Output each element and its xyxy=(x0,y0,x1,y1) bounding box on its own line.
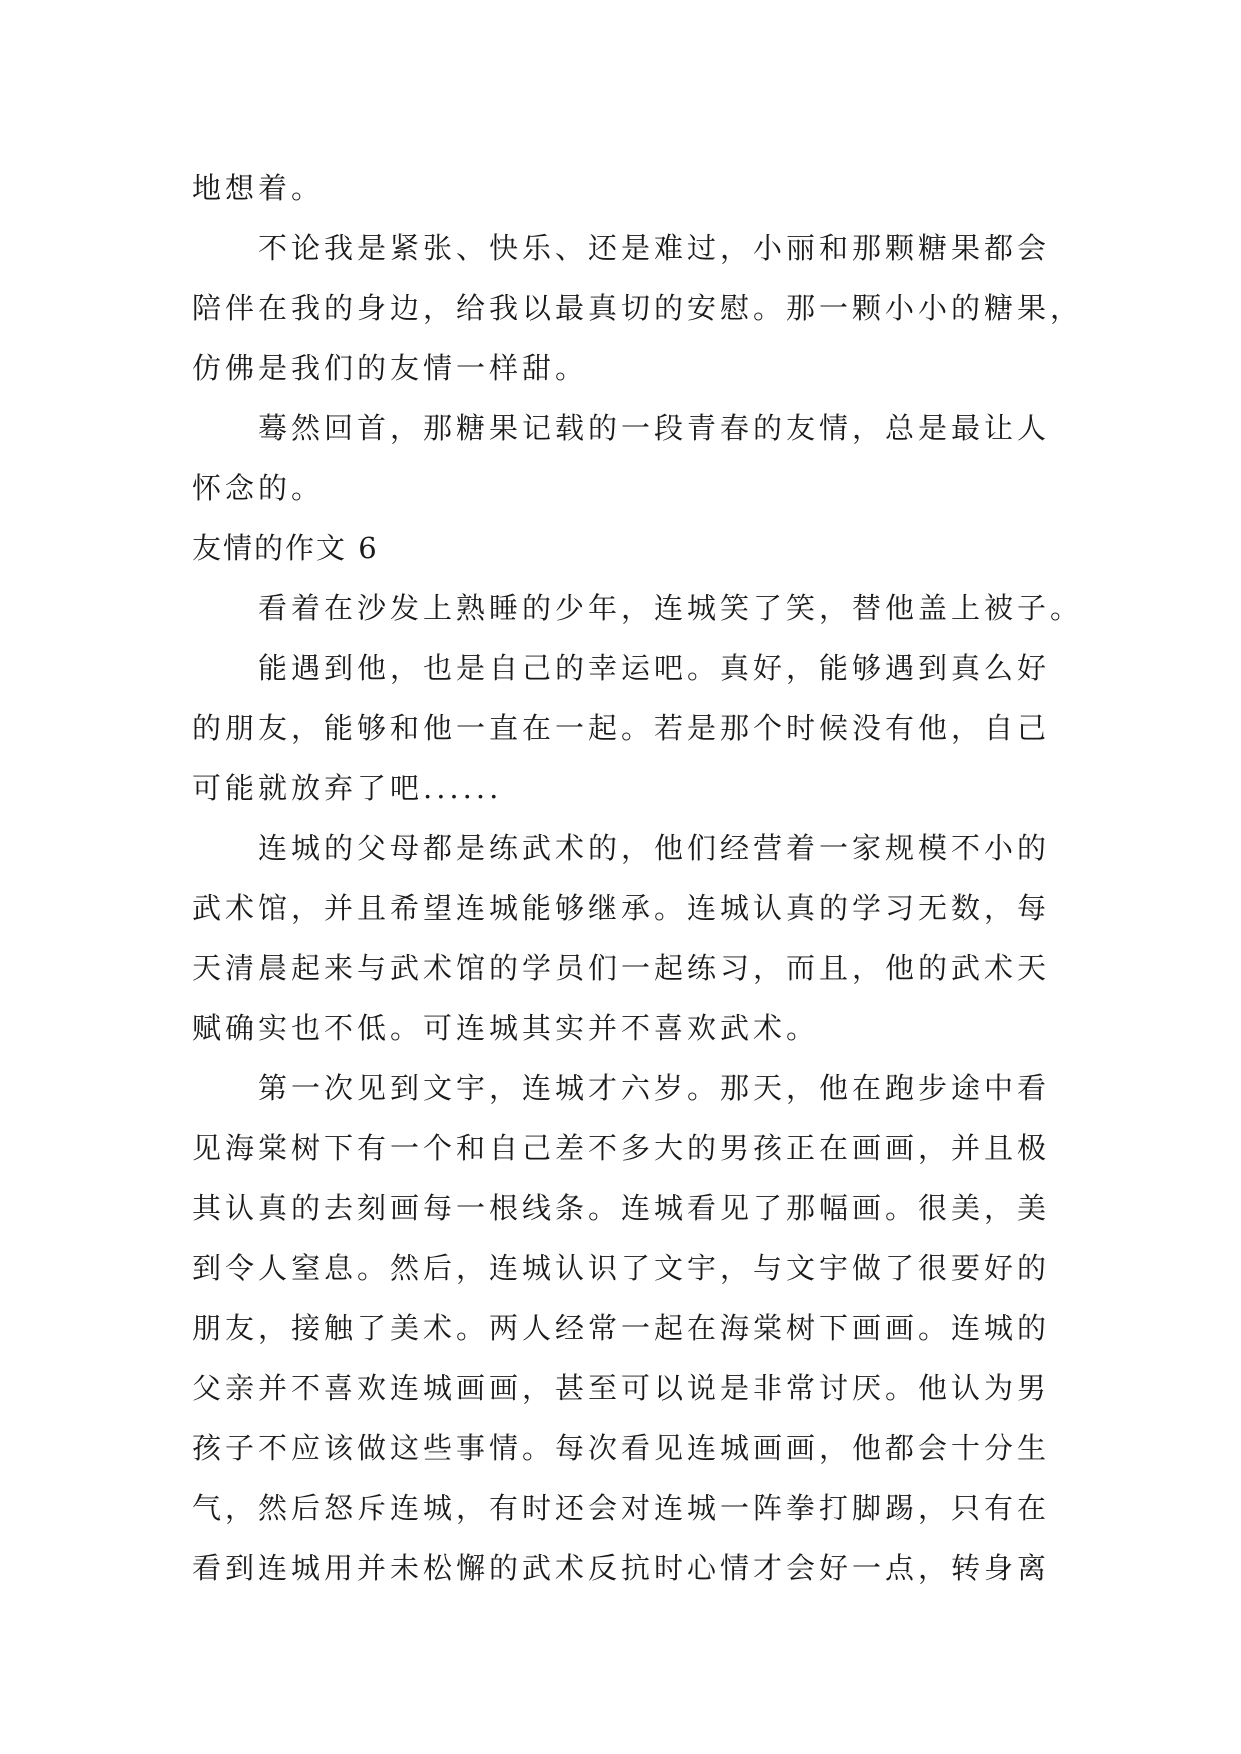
text-line: 赋确实也不低。可连城其实并不喜欢武术。 xyxy=(192,1011,820,1045)
text-line: 陪伴在我的身边，给我以最真切的安慰。那一颗小小的糖果， xyxy=(192,291,1084,325)
text-line: 能遇到他，也是自己的幸运吧。真好，能够遇到真么好 xyxy=(258,651,1051,685)
text-line: 不论我是紧张、快乐、还是难过，小丽和那颗糖果都会 xyxy=(258,231,1051,265)
text-line: 气，然后怒斥连城，有时还会对连城一阵拳打脚踢，只有在 xyxy=(192,1491,1051,1525)
text-line: 蓦然回首，那糖果记载的一段青春的友情，总是最让人 xyxy=(258,411,1051,445)
text-line: 仿佛是我们的友情一样甜。 xyxy=(192,351,589,385)
text-line: 看着在沙发上熟睡的少年，连城笑了笑，替他盖上被子。 xyxy=(258,591,1084,625)
text-line: 可能就放弃了吧...... xyxy=(192,771,503,805)
text-line: 天清晨起来与武术馆的学员们一起练习，而且，他的武术天 xyxy=(192,951,1051,985)
text-line: 其认真的去刻画每一根线条。连城看见了那幅画。很美，美 xyxy=(192,1191,1051,1225)
text-line: 到令人窒息。然后，连城认识了文宇，与文宇做了很要好的 xyxy=(192,1251,1051,1285)
text-line: 怀念的。 xyxy=(192,471,325,505)
text-line: 朋友，接触了美术。两人经常一起在海棠树下画画。连城的 xyxy=(192,1311,1051,1345)
text-line: 武术馆，并且希望连城能够继承。连城认真的学习无数，每 xyxy=(192,891,1051,925)
text-line: 第一次见到文宇，连城才六岁。那天，他在跑步途中看 xyxy=(258,1071,1051,1105)
essay-text xyxy=(192,158,1084,1598)
text-line: 连城的父母都是练武术的，他们经营着一家规模不小的 xyxy=(258,831,1051,865)
text-line: 见海棠树下有一个和自己差不多大的男孩正在画画，并且极 xyxy=(192,1131,1051,1165)
text-line: 孩子不应该做这些事情。每次看见连城画画，他都会十分生 xyxy=(192,1431,1051,1465)
section-heading: 友情的作文 6 xyxy=(192,531,379,565)
text-line: 的朋友，能够和他一直在一起。若是那个时候没有他，自己 xyxy=(192,711,1051,745)
text-line: 地想着。 xyxy=(192,171,325,205)
text-line: 看到连城用并未松懈的武术反抗时心情才会好一点，转身离 xyxy=(192,1551,1051,1585)
text-line: 父亲并不喜欢连城画画，甚至可以说是非常讨厌。他认为男 xyxy=(192,1371,1051,1405)
